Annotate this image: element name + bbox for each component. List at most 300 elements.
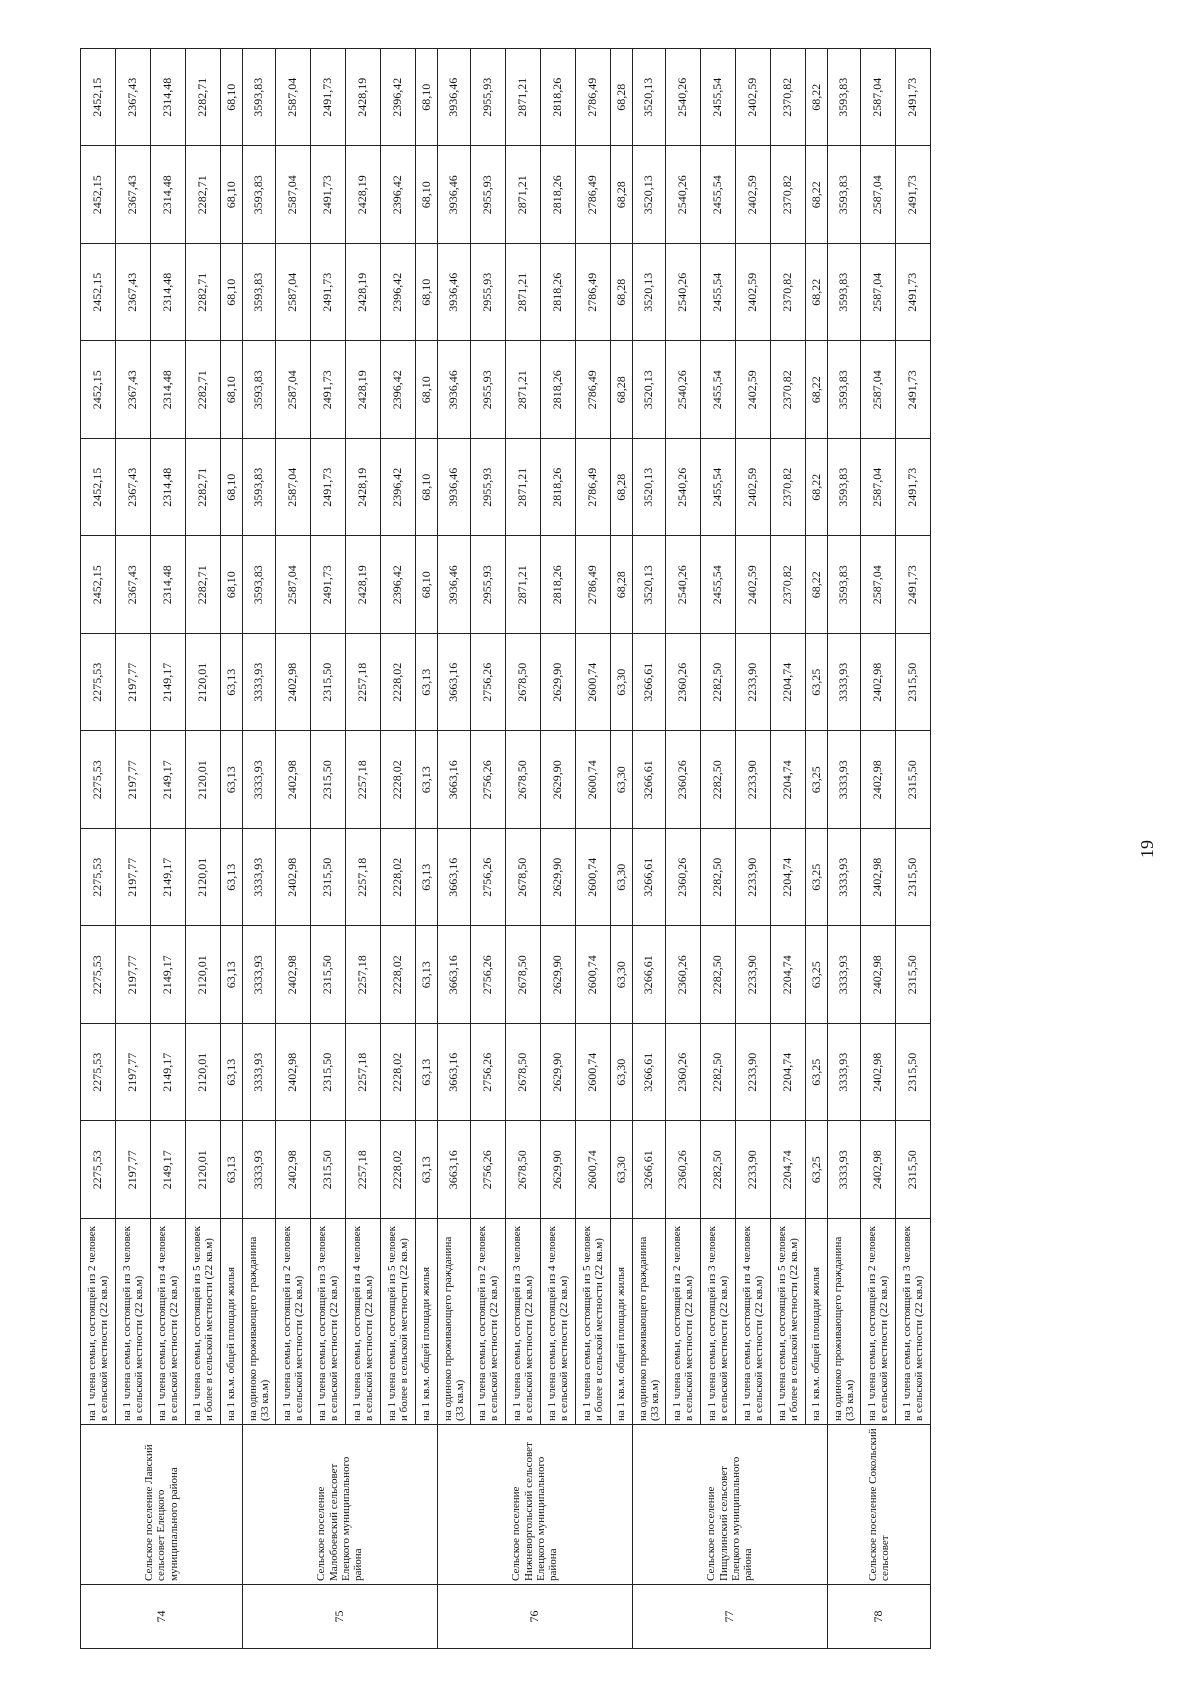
category-description: на 1 члена семьи, состоящей из 2 человек в сельской местности (22 кв.м) xyxy=(666,1218,701,1424)
value-cell: 2786,49 xyxy=(576,146,611,244)
value-cell: 63,25 xyxy=(806,633,828,731)
value-cell: 3520,13 xyxy=(633,146,666,244)
value-cell: 2587,04 xyxy=(276,48,311,146)
value-cell: 68,22 xyxy=(806,243,828,341)
value-cell: 2452,15 xyxy=(81,536,116,634)
value-cell: 3333,93 xyxy=(828,926,861,1024)
value-cell: 2396,42 xyxy=(381,341,416,439)
municipality-name: Сельское поселение Лавский сельсовет Елецкого муниципального района xyxy=(81,1424,243,1584)
value-cell: 2233,90 xyxy=(736,1023,771,1121)
category-description: на 1 члена семьи, состоящей из 3 человек в сельской местности (22 кв.м) xyxy=(896,1218,931,1424)
category-description: на 1 члена семьи, состоящей из 2 человек в сельской местности (22 кв.м) xyxy=(861,1218,896,1424)
value-cell: 2678,50 xyxy=(506,1023,541,1121)
value-cell: 2678,50 xyxy=(506,1121,541,1219)
value-cell: 68,10 xyxy=(416,48,438,146)
value-cell: 2587,04 xyxy=(276,146,311,244)
value-cell: 2275,53 xyxy=(81,1121,116,1219)
value-cell: 2818,26 xyxy=(541,536,576,634)
category-description: на 1 члена семьи, состоящей из 4 человек в сельской местности (22 кв.м) xyxy=(736,1218,771,1424)
value-cell: 2315,50 xyxy=(896,633,931,731)
value-cell: 2314,48 xyxy=(151,438,186,536)
value-cell: 3593,83 xyxy=(828,243,861,341)
value-cell: 63,13 xyxy=(221,1121,243,1219)
value-cell: 2314,48 xyxy=(151,341,186,439)
value-cell: 3936,46 xyxy=(438,243,471,341)
value-cell: 2491,73 xyxy=(311,48,346,146)
value-cell: 3520,13 xyxy=(633,243,666,341)
value-cell: 68,10 xyxy=(416,243,438,341)
value-cell: 2370,82 xyxy=(771,438,806,536)
value-cell: 2955,93 xyxy=(471,243,506,341)
value-cell: 2197,77 xyxy=(116,926,151,1024)
table-row xyxy=(736,48,771,1648)
value-cell: 2315,50 xyxy=(311,926,346,1024)
category-description: на 1 члена семьи, состоящей из 2 человек в сельской местности (22 кв.м) xyxy=(276,1218,311,1424)
value-cell: 2629,90 xyxy=(541,633,576,731)
value-cell: 2871,21 xyxy=(506,48,541,146)
value-cell: 2275,53 xyxy=(81,731,116,829)
value-cell: 2204,74 xyxy=(771,1121,806,1219)
value-cell: 2587,04 xyxy=(276,536,311,634)
value-cell: 2149,17 xyxy=(151,633,186,731)
value-cell: 2955,93 xyxy=(471,341,506,439)
row-number: 77 xyxy=(633,1584,828,1648)
value-cell: 3593,83 xyxy=(828,536,861,634)
value-cell: 2600,74 xyxy=(576,1023,611,1121)
value-cell: 2452,15 xyxy=(81,146,116,244)
value-cell: 2587,04 xyxy=(276,243,311,341)
value-cell: 2756,26 xyxy=(471,926,506,1024)
value-cell: 2370,82 xyxy=(771,146,806,244)
value-cell: 2257,18 xyxy=(346,633,381,731)
category-description: на 1 члена семьи, состоящей из 5 человек и более в сельской местности (22 кв.м) xyxy=(771,1218,806,1424)
value-cell: 2587,04 xyxy=(861,536,896,634)
table-row xyxy=(896,48,931,1648)
value-cell: 2360,26 xyxy=(666,1121,701,1219)
value-cell: 2120,01 xyxy=(186,731,221,829)
value-cell: 2786,49 xyxy=(576,341,611,439)
value-cell: 2275,53 xyxy=(81,828,116,926)
row-number: 74 xyxy=(81,1584,243,1648)
value-cell: 2955,93 xyxy=(471,48,506,146)
value-cell: 68,10 xyxy=(416,536,438,634)
value-cell: 2491,73 xyxy=(311,536,346,634)
value-cell: 2491,73 xyxy=(896,48,931,146)
table-row xyxy=(438,48,471,1648)
value-cell: 3593,83 xyxy=(243,48,276,146)
value-cell: 2204,74 xyxy=(771,731,806,829)
value-cell: 2587,04 xyxy=(276,341,311,439)
value-cell: 2955,93 xyxy=(471,146,506,244)
value-cell: 2402,98 xyxy=(276,1023,311,1121)
value-cell: 2871,21 xyxy=(506,341,541,439)
value-cell: 2540,26 xyxy=(666,438,701,536)
value-cell: 2367,43 xyxy=(116,146,151,244)
value-cell: 2629,90 xyxy=(541,926,576,1024)
value-cell: 2402,59 xyxy=(736,438,771,536)
value-cell: 68,10 xyxy=(221,536,243,634)
value-cell: 2282,50 xyxy=(701,731,736,829)
value-cell: 2370,82 xyxy=(771,341,806,439)
table-body xyxy=(81,48,931,1648)
category-description: на одиноко проживающего гражданина (33 кв.м) xyxy=(828,1218,861,1424)
value-cell: 2282,71 xyxy=(186,438,221,536)
value-cell: 68,10 xyxy=(416,438,438,536)
value-cell: 2402,98 xyxy=(276,1121,311,1219)
value-cell: 2402,98 xyxy=(276,731,311,829)
value-cell: 2587,04 xyxy=(861,243,896,341)
value-cell: 2629,90 xyxy=(541,828,576,926)
category-description: на 1 члена семьи, состоящей из 3 человек в сельской местности (22 кв.м) xyxy=(116,1218,151,1424)
value-cell: 2629,90 xyxy=(541,731,576,829)
municipality-name: Сельское поселение Нижневоргольский сельсовет Елецкого муниципального района xyxy=(438,1424,633,1584)
value-cell: 3333,93 xyxy=(243,926,276,1024)
value-cell: 3266,61 xyxy=(633,633,666,731)
value-cell: 2452,15 xyxy=(81,48,116,146)
municipality-name: Сельское поселение Сокольский сельсовет xyxy=(828,1424,931,1584)
value-cell: 2452,15 xyxy=(81,341,116,439)
value-cell: 2360,26 xyxy=(666,1023,701,1121)
table-row xyxy=(506,48,541,1648)
category-description: на одиноко проживающего гражданина (33 кв.м) xyxy=(633,1218,666,1424)
value-cell: 63,30 xyxy=(611,1023,633,1121)
table-row xyxy=(116,48,151,1648)
value-cell: 2149,17 xyxy=(151,731,186,829)
value-cell: 63,13 xyxy=(221,633,243,731)
value-cell: 63,25 xyxy=(806,1023,828,1121)
table-row xyxy=(861,48,896,1648)
table-row xyxy=(346,48,381,1648)
value-cell: 2228,02 xyxy=(381,926,416,1024)
value-cell: 2756,26 xyxy=(471,633,506,731)
table-row xyxy=(541,48,576,1648)
category-description: на 1 члена семьи, состоящей из 4 человек в сельской местности (22 кв.м) xyxy=(346,1218,381,1424)
value-cell: 3520,13 xyxy=(633,341,666,439)
value-cell: 68,10 xyxy=(221,438,243,536)
value-cell: 3333,93 xyxy=(828,731,861,829)
value-cell: 68,28 xyxy=(611,243,633,341)
value-cell: 2204,74 xyxy=(771,926,806,1024)
value-cell: 63,30 xyxy=(611,731,633,829)
value-cell: 2282,50 xyxy=(701,1023,736,1121)
value-cell: 63,13 xyxy=(416,1121,438,1219)
value-cell: 2315,50 xyxy=(896,926,931,1024)
value-cell: 3663,16 xyxy=(438,926,471,1024)
value-cell: 2402,98 xyxy=(276,926,311,1024)
value-cell: 2455,54 xyxy=(701,243,736,341)
value-cell: 63,25 xyxy=(806,1121,828,1219)
table-row xyxy=(771,48,806,1648)
category-description: на 1 кв.м. общей площади жилья xyxy=(806,1218,828,1424)
value-cell: 63,30 xyxy=(611,633,633,731)
value-cell: 2491,73 xyxy=(311,146,346,244)
value-cell: 2314,48 xyxy=(151,48,186,146)
value-cell: 2818,26 xyxy=(541,438,576,536)
category-description: на 1 члена семьи, состоящей из 4 человек в сельской местности (22 кв.м) xyxy=(151,1218,186,1424)
value-cell: 2600,74 xyxy=(576,731,611,829)
table-row xyxy=(471,48,506,1648)
value-cell: 3520,13 xyxy=(633,48,666,146)
value-cell: 3663,16 xyxy=(438,731,471,829)
value-cell: 2402,59 xyxy=(736,146,771,244)
value-cell: 2315,50 xyxy=(896,828,931,926)
value-cell: 2455,54 xyxy=(701,536,736,634)
value-cell: 3936,46 xyxy=(438,536,471,634)
value-cell: 2315,50 xyxy=(311,633,346,731)
value-cell: 2402,98 xyxy=(861,633,896,731)
municipality-name: Сельское поселение Малобоевский сельсовет Елецкого муниципального района xyxy=(243,1424,438,1584)
table-row xyxy=(81,48,116,1648)
table-row xyxy=(633,48,666,1648)
value-cell: 2756,26 xyxy=(471,731,506,829)
value-cell: 2786,49 xyxy=(576,438,611,536)
value-cell: 2367,43 xyxy=(116,341,151,439)
value-cell: 2587,04 xyxy=(861,341,896,439)
table-row xyxy=(186,48,221,1648)
value-cell: 2600,74 xyxy=(576,828,611,926)
value-cell: 3663,16 xyxy=(438,1023,471,1121)
value-cell: 2452,15 xyxy=(81,438,116,536)
value-cell: 3333,93 xyxy=(828,1121,861,1219)
value-cell: 68,10 xyxy=(416,341,438,439)
value-cell: 3520,13 xyxy=(633,438,666,536)
value-cell: 2491,73 xyxy=(311,243,346,341)
value-cell: 2455,54 xyxy=(701,341,736,439)
value-cell: 2360,26 xyxy=(666,828,701,926)
value-cell: 3593,83 xyxy=(828,146,861,244)
value-cell: 3593,83 xyxy=(828,438,861,536)
value-cell: 2428,19 xyxy=(346,243,381,341)
value-cell: 2871,21 xyxy=(506,536,541,634)
value-cell: 2257,18 xyxy=(346,926,381,1024)
value-cell: 3266,61 xyxy=(633,828,666,926)
value-cell: 3520,13 xyxy=(633,536,666,634)
value-cell: 63,13 xyxy=(221,926,243,1024)
value-cell: 3333,93 xyxy=(243,1023,276,1121)
value-cell: 68,28 xyxy=(611,341,633,439)
value-cell: 3593,83 xyxy=(243,243,276,341)
category-description: на 1 члена семьи, состоящей из 3 человек в сельской местности (22 кв.м) xyxy=(701,1218,736,1424)
value-cell: 2402,98 xyxy=(861,1121,896,1219)
table-row xyxy=(416,48,438,1648)
value-cell: 2491,73 xyxy=(896,438,931,536)
category-description: на 1 члена семьи, состоящей из 2 человек в сельской местности (22 кв.м) xyxy=(471,1218,506,1424)
value-cell: 2315,50 xyxy=(311,731,346,829)
value-cell: 2197,77 xyxy=(116,1121,151,1219)
value-cell: 63,13 xyxy=(416,1023,438,1121)
table-row xyxy=(221,48,243,1648)
value-cell: 2587,04 xyxy=(861,48,896,146)
value-cell: 3593,83 xyxy=(243,438,276,536)
value-cell: 2257,18 xyxy=(346,1121,381,1219)
table-row xyxy=(381,48,416,1648)
value-cell: 2360,26 xyxy=(666,633,701,731)
value-cell: 2678,50 xyxy=(506,926,541,1024)
value-cell: 2149,17 xyxy=(151,926,186,1024)
row-number: 76 xyxy=(438,1584,633,1648)
value-cell: 3266,61 xyxy=(633,731,666,829)
value-cell: 2257,18 xyxy=(346,731,381,829)
value-cell: 2370,82 xyxy=(771,243,806,341)
value-cell: 68,28 xyxy=(611,438,633,536)
value-cell: 2428,19 xyxy=(346,146,381,244)
value-cell: 2314,48 xyxy=(151,146,186,244)
value-cell: 2818,26 xyxy=(541,341,576,439)
value-cell: 2600,74 xyxy=(576,1121,611,1219)
row-number: 75 xyxy=(243,1584,438,1648)
value-cell: 2786,49 xyxy=(576,536,611,634)
value-cell: 2120,01 xyxy=(186,1121,221,1219)
value-cell: 2452,15 xyxy=(81,243,116,341)
value-cell: 63,25 xyxy=(806,926,828,1024)
page-number: 19 xyxy=(1137,839,1157,858)
value-cell: 3333,93 xyxy=(243,731,276,829)
value-cell: 2402,59 xyxy=(736,536,771,634)
value-cell: 3663,16 xyxy=(438,633,471,731)
value-cell: 2197,77 xyxy=(116,828,151,926)
category-description: на 1 кв.м. общей площади жилья xyxy=(416,1218,438,1424)
value-cell: 2402,98 xyxy=(276,633,311,731)
value-cell: 2955,93 xyxy=(471,536,506,634)
value-cell: 2149,17 xyxy=(151,1121,186,1219)
value-cell: 3593,83 xyxy=(243,146,276,244)
value-cell: 2197,77 xyxy=(116,633,151,731)
value-cell: 3333,93 xyxy=(828,633,861,731)
value-cell: 2204,74 xyxy=(771,828,806,926)
value-cell: 2282,71 xyxy=(186,536,221,634)
value-cell: 3663,16 xyxy=(438,1121,471,1219)
category-description: на 1 члена семьи, состоящей из 5 человек и более в сельской местности (22 кв.м) xyxy=(186,1218,221,1424)
value-cell: 2540,26 xyxy=(666,341,701,439)
value-cell: 2367,43 xyxy=(116,438,151,536)
value-cell: 63,13 xyxy=(416,828,438,926)
value-cell: 2491,73 xyxy=(896,243,931,341)
value-cell: 2402,98 xyxy=(861,828,896,926)
value-cell: 2360,26 xyxy=(666,926,701,1024)
value-cell: 2149,17 xyxy=(151,1023,186,1121)
value-cell: 2756,26 xyxy=(471,828,506,926)
value-cell: 2228,02 xyxy=(381,1023,416,1121)
value-cell: 2315,50 xyxy=(896,1121,931,1219)
value-cell: 3593,83 xyxy=(243,536,276,634)
value-cell: 63,13 xyxy=(221,731,243,829)
category-description: на 1 члена семьи, состоящей из 5 человек и более в сельской местности (22 кв.м) xyxy=(381,1218,416,1424)
value-cell: 2428,19 xyxy=(346,536,381,634)
value-cell: 3936,46 xyxy=(438,438,471,536)
value-cell: 2282,71 xyxy=(186,341,221,439)
table-row xyxy=(151,48,186,1648)
value-cell: 3593,83 xyxy=(828,48,861,146)
value-cell: 2233,90 xyxy=(736,926,771,1024)
value-cell: 3266,61 xyxy=(633,1121,666,1219)
table-row xyxy=(701,48,736,1648)
value-cell: 63,30 xyxy=(611,828,633,926)
value-cell: 2282,50 xyxy=(701,828,736,926)
category-description: на 1 члена семьи, состоящей из 3 человек в сельской местности (22 кв.м) xyxy=(311,1218,346,1424)
value-cell: 2587,04 xyxy=(861,438,896,536)
value-cell: 68,28 xyxy=(611,146,633,244)
value-cell: 2491,73 xyxy=(896,536,931,634)
value-cell: 68,28 xyxy=(611,536,633,634)
category-description: на одиноко проживающего гражданина (33 кв.м) xyxy=(438,1218,471,1424)
table-row xyxy=(311,48,346,1648)
value-cell: 2149,17 xyxy=(151,828,186,926)
value-cell: 2629,90 xyxy=(541,1023,576,1121)
table-row xyxy=(828,48,861,1648)
value-cell: 2228,02 xyxy=(381,633,416,731)
value-cell: 68,10 xyxy=(416,146,438,244)
value-cell: 2455,54 xyxy=(701,48,736,146)
value-cell: 68,22 xyxy=(806,146,828,244)
value-cell: 68,10 xyxy=(221,48,243,146)
table-row xyxy=(243,48,276,1648)
value-cell: 2786,49 xyxy=(576,243,611,341)
value-cell: 63,25 xyxy=(806,731,828,829)
value-cell: 2233,90 xyxy=(736,731,771,829)
value-cell: 63,30 xyxy=(611,926,633,1024)
value-cell: 2396,42 xyxy=(381,536,416,634)
value-cell: 2314,48 xyxy=(151,243,186,341)
value-cell: 2204,74 xyxy=(771,633,806,731)
value-cell: 63,13 xyxy=(221,828,243,926)
value-cell: 2120,01 xyxy=(186,926,221,1024)
value-cell: 2402,59 xyxy=(736,243,771,341)
value-cell: 2600,74 xyxy=(576,926,611,1024)
value-cell: 2491,73 xyxy=(311,438,346,536)
value-cell: 2315,50 xyxy=(311,1023,346,1121)
value-cell: 2367,43 xyxy=(116,48,151,146)
value-cell: 2275,53 xyxy=(81,1023,116,1121)
value-cell: 3333,93 xyxy=(828,828,861,926)
value-cell: 2540,26 xyxy=(666,243,701,341)
value-cell: 2786,49 xyxy=(576,48,611,146)
value-cell: 2314,48 xyxy=(151,536,186,634)
category-description: на одиноко проживающего гражданина (33 кв.м) xyxy=(243,1218,276,1424)
value-cell: 2282,50 xyxy=(701,633,736,731)
value-cell: 3936,46 xyxy=(438,146,471,244)
value-cell: 63,13 xyxy=(416,926,438,1024)
value-cell: 2315,50 xyxy=(896,731,931,829)
value-cell: 63,13 xyxy=(416,731,438,829)
value-cell: 2428,19 xyxy=(346,438,381,536)
value-cell: 63,13 xyxy=(221,1023,243,1121)
value-cell: 2455,54 xyxy=(701,438,736,536)
value-cell: 2360,26 xyxy=(666,731,701,829)
value-cell: 2402,98 xyxy=(861,1023,896,1121)
value-cell: 3333,93 xyxy=(243,633,276,731)
value-cell: 2955,93 xyxy=(471,438,506,536)
value-cell: 2315,50 xyxy=(896,1023,931,1121)
value-cell: 2233,90 xyxy=(736,633,771,731)
table-row xyxy=(576,48,611,1648)
value-cell: 3266,61 xyxy=(633,926,666,1024)
category-description: на 1 кв.м. общей площади жилья xyxy=(611,1218,633,1424)
value-cell: 2282,50 xyxy=(701,1121,736,1219)
tariff-table xyxy=(80,48,931,1649)
value-cell: 2257,18 xyxy=(346,1023,381,1121)
value-cell: 2455,54 xyxy=(701,146,736,244)
value-cell: 2228,02 xyxy=(381,828,416,926)
value-cell: 2396,42 xyxy=(381,438,416,536)
value-cell: 2282,71 xyxy=(186,48,221,146)
value-cell: 2491,73 xyxy=(896,341,931,439)
value-cell: 2396,42 xyxy=(381,243,416,341)
value-cell: 2871,21 xyxy=(506,243,541,341)
value-cell: 3333,93 xyxy=(243,828,276,926)
value-cell: 2402,59 xyxy=(736,48,771,146)
value-cell: 2402,98 xyxy=(861,731,896,829)
table-row xyxy=(611,48,633,1648)
